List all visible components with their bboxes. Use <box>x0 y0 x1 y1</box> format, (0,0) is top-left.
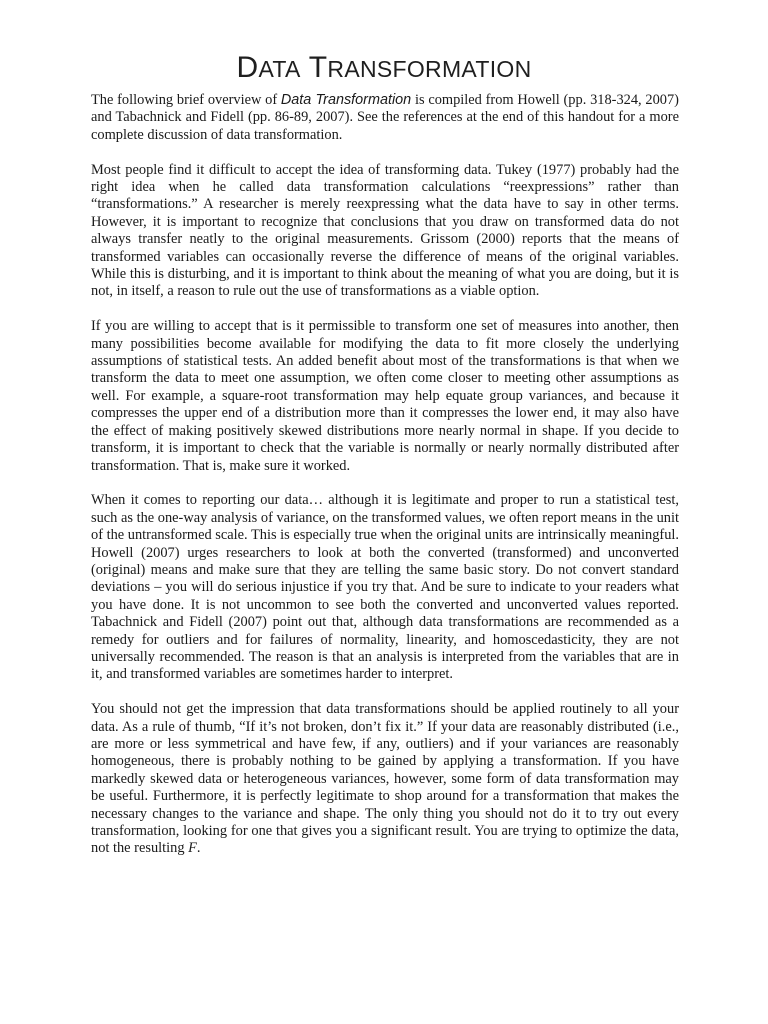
p5-before: You should not get the impression that data transformations should be applied routinely to all your data. As a rule of thumb, “If it’s not broken, don’t fix it.” If your data are reasonably distributed (i.e., are more or less symmetrical and have few, if any, outliers) and if your variances are reasonably homogeneous, there is probably nothing to be gained by applying a transformation. If you have markedly skewed data or heterogeneous variances, however, some form of data transformation may be useful. Furthermore, it is perfectly legitimate to shop around for a transformation that makes the necessary changes to the variance and shape. The only thing you should not do it to try out every transformation, looking for one that gives you a significant result. You are trying to optimize the data, not the resulting <box>91 701 679 857</box>
paragraph-3: If you are willing to accept that is it permissible to transform one set of measures into another, then many possibilities become available for modifying the data to fit more closely the underlying assumptions of statistical tests. An added benefit about most of the transformations is that when we transform the data to meet one assumption, we often come closer to meeting other assumptions as well. For example, a square-root transformation may help equate group variances, and because it compresses the upper end of a distribution more than it compresses the lower end, it may also have the effect of making positively skewed distributions more nearly normal in shape. If you decide to transform, it is important to check that the variable is normally or nearly normally distributed after transformation. That is, make sure it worked. <box>91 318 679 474</box>
title-initial-1: D <box>236 51 259 84</box>
title-initial-2: T <box>308 51 328 84</box>
paragraph-5 <box>91 701 679 858</box>
paragraph-intro <box>91 92 679 144</box>
p5-italic: F <box>188 840 197 857</box>
paragraph-2: Most people find it difficult to accept the idea of transforming data. Tukey (1977) probably had the right idea when he called data transformation calculations “reexpressions” rather than “transformations.” A researcher is merely reexpressing what the data have to say in other terms. However, it is important to recognize that conclusions that you draw on transformed data do not always transfer neatly to the original measurements. Grissom (2000) reports that the means of transformed variables can occasionally reverse the difference of means of the original variables. While this is disturbing, and it is important to think about the meaning of what you are doing, but it is not, in itself, a reason to rule out the use of transformations as a viable option. <box>91 161 679 300</box>
intro-after: is compiled from Howell (pp. 318-324, 2007) and Tabachnick and Fidell (pp. 86-89, 2007). See the references at the end of this handout for a more complete discussion of data transformation. <box>91 92 679 143</box>
paragraph-4: When it comes to reporting our data… although it is legitimate and proper to run a statistical test, such as the one-way analysis of variance, on the transformed values, we often report means in the unit of the untransformed scale. This is especially true when the original units are intrinsically meaningful. Howell (2007) urges researchers to look at both the converted (transformed) and unconverted (original) means and make sure that they are telling the same basic story. Do not convert standard deviations – you will do serious injustice if you try that. And be sure to indicate to your readers what you have done. It is not uncommon to see both the converted and unconverted values reported. Tabachnick and Fidell (2007) point out that, although data transformations are recommended as a remedy for outliers and for failures of normality, linearity, and homoscedasticity, they are not universally recommended. The reason is that an analysis is interpreted from the variables that are in it, and transformed variables are sometimes harder to interpret. <box>91 492 679 683</box>
title-rest-1: ATA <box>258 56 301 82</box>
title-rest-2: RANSFORMATION <box>327 56 532 82</box>
p5-after: . <box>196 840 201 857</box>
intro-before: The following brief overview of <box>91 92 281 108</box>
document-body <box>91 92 679 875</box>
document-title <box>0 50 768 87</box>
intro-emphasis: Data Transformation <box>280 92 412 108</box>
